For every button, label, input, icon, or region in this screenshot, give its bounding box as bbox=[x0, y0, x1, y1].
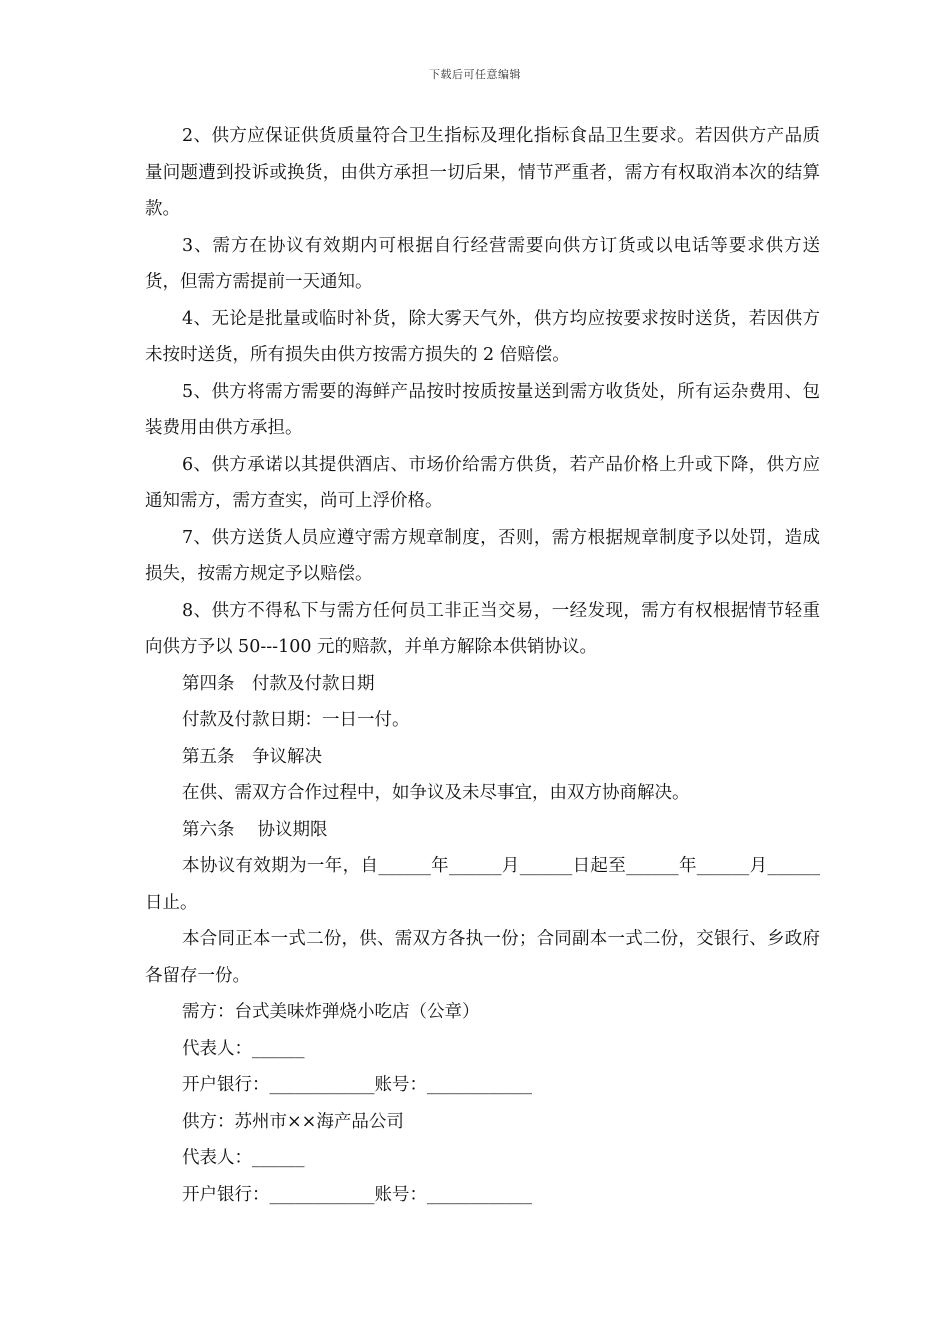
buyer-name: 需方：台式美味炸弹烧小吃店（公章） bbox=[182, 1002, 480, 1022]
document-body bbox=[145, 118, 820, 1213]
page-header: 下载后可任意编辑 bbox=[429, 68, 521, 81]
clause-4: 4、无论是批量或临时补货，除大雾天气外，供方均应按要求按时送货，若因供方未按时送货，所有损失由供方按需方损失的 2 倍赔偿。 bbox=[145, 308, 820, 365]
article-4-title: 第四条 付款及付款日期 bbox=[182, 673, 375, 694]
clause-3: 3、需方在协议有效期内可根据自行经营需要向供方订货或以电话等要求供方送货，但需方需提前一天通知。 bbox=[145, 235, 820, 292]
copies-clause: 本合同正本一式二份，供、需双方各执一份；合同副本一式二份，交银行、乡政府各留存一份。 bbox=[145, 929, 820, 986]
article-5-body: 在供、需双方合作过程中，如争议及未尽事宜，由双方协商解决。 bbox=[182, 783, 690, 803]
buyer-bank: 开户银行：____________账号：____________ bbox=[182, 1075, 532, 1095]
supplier-bank: 开户银行：____________账号：____________ bbox=[182, 1184, 532, 1205]
clause-8: 8、供方不得私下与需方任何员工非正当交易，一经发现，需方有权根据情节轻重向供方予以 50---100 元的赔款，并单方解除本供销协议。 bbox=[145, 600, 820, 657]
clause-7: 7、供方送货人员应遵守需方规章制度，否则，需方根据规章制度予以处罚，造成损失，按需方规定予以赔偿。 bbox=[145, 527, 820, 584]
article-5-title: 第五条 争议解决 bbox=[182, 746, 322, 767]
supplier-representative: 代表人：______ bbox=[182, 1148, 305, 1168]
clause-6: 6、供方承诺以其提供酒店、市场价给需方供货，若产品价格上升或下降，供方应通知需方，需方查实，尚可上浮价格。 bbox=[145, 454, 820, 511]
article-4-body: 付款及付款日期：一日一付。 bbox=[182, 710, 410, 730]
article-6-title: 第六条 协议期限 bbox=[182, 819, 328, 840]
clause-5: 5、供方将需方需要的海鲜产品按时按质按量送到需方收货处，所有运杂费用、包装费用由供方承担。 bbox=[145, 381, 820, 438]
clause-2: 2、供方应保证供货质量符合卫生指标及理化指标食品卫生要求。若因供方产品质量问题遭到投诉或换货，由供方承担一切后果，情节严重者，需方有权取消本次的结算款。 bbox=[145, 126, 820, 219]
article-6-body: 本协议有效期为一年，自______年______月______日起至______年______月______日止。 bbox=[145, 856, 820, 913]
buyer-representative: 代表人：______ bbox=[182, 1038, 305, 1059]
supplier-name: 供方：苏州市××海产品公司 bbox=[182, 1111, 404, 1132]
